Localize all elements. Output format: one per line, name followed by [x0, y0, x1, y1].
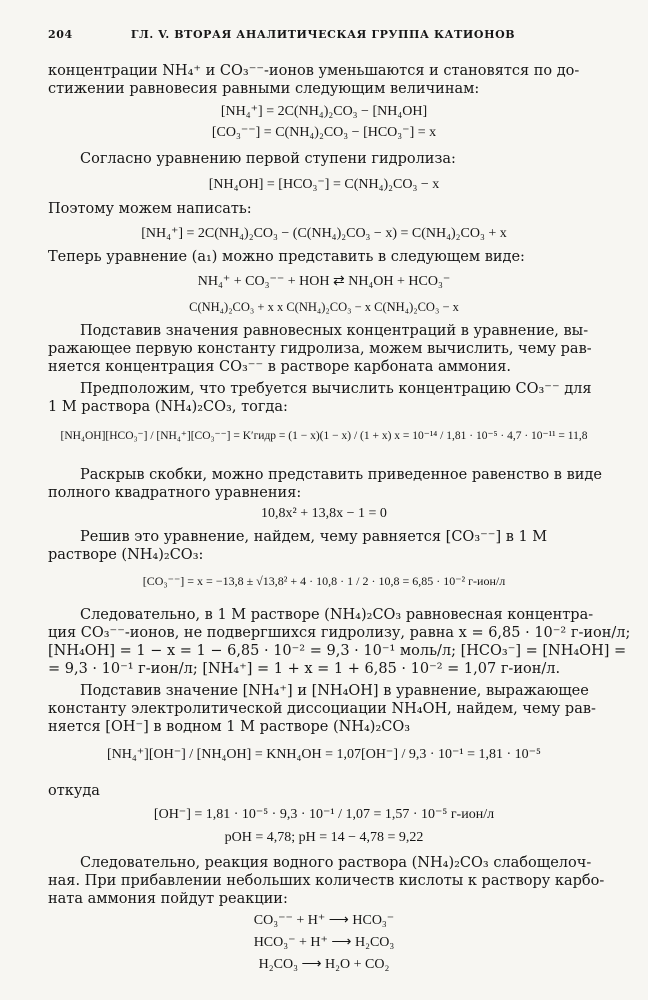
text-line: Поэтому можем написать: — [48, 201, 252, 217]
reaction-concentrations: C(NH₄)₂CO₃ + x x C(NH₄)₂CO₃ − x C(NH₄)₂CO₃ − x — [189, 300, 459, 314]
text-line: няется [OH⁻] в водном 1 M растворе (NH₄)₂CO₃ — [48, 719, 411, 735]
text-line: няется концентрация CO₃⁻⁻ в растворе карбоната аммония. — [48, 359, 511, 375]
equation: [NH₄⁺] = 2C(NH₄)₂CO₃ − (C(NH₄)₂CO₃ − x) = C(NH₄)₂CO₃ + x — [141, 226, 507, 241]
equation: 10,8x² + 13,8x − 1 = 0 — [261, 506, 387, 521]
text-line: Теперь уравнение (a₁) можно представить в следующем виде: — [48, 249, 525, 265]
equation: pOH = 4,78; pH = 14 − 4,78 = 9,22 — [224, 830, 424, 845]
equation: [NH₄OH][HCO₃⁻] / [NH₄⁺][CO₃⁻⁻] = K′гидр = (1 − x)(1 − x) / (1 + x) x = 10⁻¹⁴ / 1,81 · 10⁻⁵ · 4,7 · 10⁻¹¹ = 11,8 — [60, 430, 588, 442]
text-line: Предположим, что требуется вычислить концентрацию CO₃⁻⁻ для — [80, 381, 592, 397]
reaction-equation: CO₃⁻⁻ + H⁺ ⟶ HCO₃⁻ — [253, 913, 395, 928]
text-line: ная. При прибавлении небольших количеств кислоты к раствору карбо- — [48, 873, 605, 889]
text-line: концентрации NH₄⁺ и CO₃⁻⁻-ионов уменьшаются и становятся по до- — [48, 63, 580, 79]
equation: [NH₄⁺][OH⁻] / [NH₄OH] = KNH₄OH = 1,07[OH⁻] / 9,3 · 10⁻¹ = 1,81 · 10⁻⁵ — [107, 747, 541, 762]
text-line: откуда — [48, 783, 100, 799]
text-line: ната аммония пойдут реакции: — [48, 891, 288, 907]
reaction-equation: HCO₃⁻ + H⁺ ⟶ H₂CO₃ — [253, 935, 395, 950]
text-line: Подставив значения равновесных концентраций в уравнение, вы- — [80, 323, 589, 339]
equation: [NH₄OH] = [HCO₃⁻] = C(NH₄)₂CO₃ − x — [208, 177, 440, 192]
text-line: растворе (NH₄)₂CO₃: — [48, 547, 204, 563]
running-header — [48, 28, 598, 46]
text-line: Согласно уравнению первой ступени гидролиза: — [80, 151, 456, 167]
reaction-equation: H₂CO₃ ⟶ H₂O + CO₂ — [258, 957, 390, 972]
text-line: ция CO₃⁻⁻-ионов, не подвергшихся гидролизу, равна x = 6,85 · 10⁻² г-ион/л; — [48, 625, 631, 641]
running-title: ГЛ. V. ВТОРАЯ АНАЛИТИЧЕСКАЯ ГРУППА КАТИОНОВ — [130, 28, 516, 41]
equation: [NH₄⁺] = 2C(NH₄)₂CO₃ − [NH₄OH] — [220, 104, 428, 119]
text-line: константу электролитической диссоциации NH₄OH, найдем, чему рав- — [48, 701, 596, 717]
text-line: ражающее первую константу гидролиза, можем вычислить, чему рав- — [48, 341, 592, 357]
text-line: стижении равновесия равными следующим величинам: — [48, 81, 480, 97]
equation: [CO₃⁻⁻] = C(NH₄)₂CO₃ − [HCO₃⁻] = x — [211, 125, 437, 140]
equation: [OH⁻] = 1,81 · 10⁻⁵ · 9,3 · 10⁻¹ / 1,07 = 1,57 · 10⁻⁵ г-ион/л — [153, 807, 495, 822]
text-line: Решив это уравнение, найдем, чему равняется [CO₃⁻⁻] в 1 M — [80, 529, 548, 545]
text-line: [NH₄OH] = 1 − x = 1 − 6,85 · 10⁻² = 9,3 · 10⁻¹ моль/л; [HCO₃⁻] = [NH₄OH] = — [48, 643, 627, 659]
text-line: = 9,3 · 10⁻¹ г-ион/л; [NH₄⁺] = 1 + x = 1 + 6,85 · 10⁻² = 1,07 г-ион/л. — [48, 661, 561, 677]
text-line: Следовательно, в 1 M растворе (NH₄)₂CO₃ равновесная концентра- — [80, 607, 594, 623]
page-number: 204 — [48, 28, 73, 41]
equation: [CO₃⁻⁻] = x = −13,8 ± √13,8² + 4 · 10,8 · 1 / 2 · 10,8 = 6,85 · 10⁻² г-ион/л — [142, 574, 506, 588]
reaction-equation: NH₄⁺ + CO₃⁻⁻ + HOH ⇄ NH₄OH + HCO₃⁻ — [197, 274, 451, 289]
text-line: полного квадратного уравнения: — [48, 485, 302, 501]
text-line: Раскрыв скобки, можно представить приведенное равенство в виде — [80, 467, 602, 483]
text-line: Следовательно, реакция водного раствора (NH₄)₂CO₃ слабощелоч- — [80, 855, 592, 871]
text-line: Подставив значение [NH₄⁺] и [NH₄OH] в уравнение, выражающее — [80, 683, 589, 699]
text-line: 1 M раствора (NH₄)₂CO₃, тогда: — [48, 399, 288, 415]
